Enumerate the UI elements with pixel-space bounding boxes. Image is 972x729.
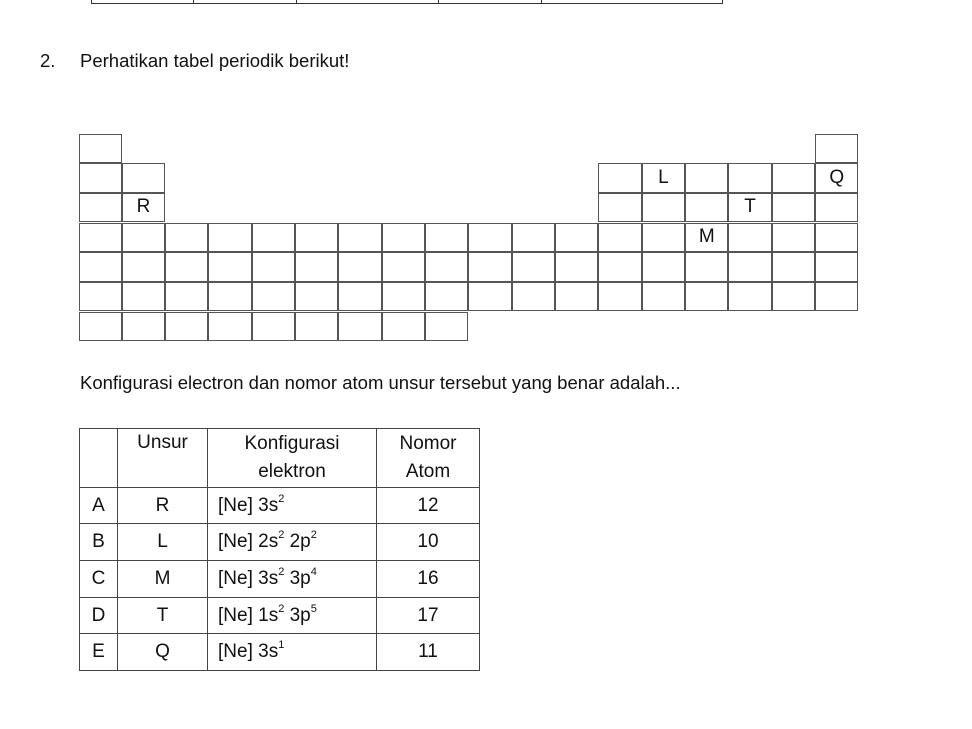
element-cell (122, 282, 165, 312)
electron-config-cell (208, 634, 377, 671)
option-letter: D (80, 598, 118, 634)
config-base: 3p (284, 604, 311, 626)
element-cell (598, 252, 641, 282)
config-base: [Ne] 1s (218, 604, 279, 626)
element-cell (772, 193, 815, 223)
previous-table-fragment (296, 0, 439, 4)
element-cell (815, 252, 858, 282)
electron-config-cell (208, 488, 377, 524)
element-cell (598, 223, 641, 253)
option-letter: C (80, 561, 118, 598)
element-cell (468, 252, 511, 282)
element-symbol: T (744, 196, 756, 218)
element-cell (772, 252, 815, 282)
element-cell (208, 252, 251, 282)
config-base: [Ne] 3s (218, 568, 279, 589)
element-cell (165, 282, 208, 312)
atomic-number-cell: 12 (377, 488, 480, 524)
element-cell-M (685, 223, 728, 253)
element-cell (122, 252, 165, 282)
config-superscript: 1 (278, 639, 285, 651)
element-cell (728, 252, 771, 282)
element-cell (815, 134, 858, 164)
element-cell (122, 223, 165, 253)
element-cell (208, 223, 251, 253)
element-cell (165, 252, 208, 282)
element-cell (642, 223, 685, 253)
element-cell (685, 193, 728, 223)
element-cell (728, 282, 771, 312)
element-cell (295, 282, 338, 312)
option-row-D (80, 598, 480, 634)
element-cell (425, 282, 468, 312)
table-header-row (80, 429, 480, 488)
element-cell (79, 193, 122, 223)
unsur-cell: Q (118, 634, 208, 671)
element-cell (468, 282, 511, 312)
answer-options-table (79, 428, 480, 671)
element-cell (295, 223, 338, 253)
header-nomor-line1: Nomor (399, 433, 457, 454)
element-cell (79, 223, 122, 253)
element-cell (252, 223, 295, 253)
config-base: [Ne] 3s (218, 641, 279, 662)
element-cell (338, 282, 381, 312)
config-superscript: 2 (278, 529, 285, 541)
element-cell (772, 163, 815, 193)
element-cell (122, 312, 165, 342)
element-cell (512, 282, 555, 312)
element-cell (382, 252, 425, 282)
config-superscript: 2 (278, 492, 285, 505)
element-cell (122, 163, 165, 193)
unsur-cell: L (118, 524, 208, 561)
element-cell-T (728, 193, 771, 223)
element-cell (165, 312, 208, 342)
option-row-B (80, 524, 480, 561)
element-cell (425, 312, 468, 342)
previous-table-fragment (91, 0, 194, 4)
element-cell (598, 282, 641, 312)
element-cell (598, 193, 641, 223)
element-symbol: L (658, 166, 669, 188)
element-cell (79, 163, 122, 193)
config-superscript: 2 (278, 602, 285, 615)
element-cell (468, 223, 511, 253)
element-cell (338, 312, 381, 342)
element-cell (425, 223, 468, 253)
question-sub-prompt: Konfigurasi electron dan nomor atom unsur tersebut yang benar adalah... (80, 372, 681, 393)
element-cell (642, 193, 685, 223)
element-cell-Q (815, 163, 858, 193)
electron-config-cell (208, 598, 377, 634)
header-option (80, 429, 118, 488)
atomic-number-cell: 17 (377, 598, 480, 634)
electron-config-cell (208, 561, 377, 598)
config-superscript: 2 (310, 529, 317, 541)
option-letter: B (80, 524, 118, 561)
element-cell-R (122, 193, 165, 223)
config-base: 3p (284, 568, 311, 589)
element-cell (815, 193, 858, 223)
previous-table-fragment (541, 0, 723, 4)
element-symbol: R (136, 196, 151, 218)
header-konfigurasi (208, 429, 377, 488)
config-base: 2p (284, 531, 311, 552)
element-cell (252, 312, 295, 342)
element-cell (208, 282, 251, 312)
header-nomor-atom (377, 429, 480, 488)
element-cell (642, 252, 685, 282)
element-cell (815, 223, 858, 253)
question-number: 2. (40, 50, 56, 71)
header-unsur: Unsur (118, 429, 208, 488)
atomic-number-cell: 10 (377, 524, 480, 561)
element-cell (208, 312, 251, 342)
header-konfigurasi-line1: Konfigurasi (244, 433, 340, 454)
element-cell (685, 282, 728, 312)
element-cell (685, 252, 728, 282)
element-cell (512, 252, 555, 282)
unsur-cell: T (118, 598, 208, 634)
config-base: [Ne] 3s (218, 494, 279, 516)
atomic-number-cell: 16 (377, 561, 480, 598)
element-cell (425, 252, 468, 282)
previous-table-fragment (438, 0, 542, 4)
element-cell (512, 223, 555, 253)
option-row-A (80, 488, 480, 524)
element-symbol: M (698, 226, 715, 248)
element-cell (772, 223, 815, 253)
config-superscript: 4 (310, 566, 317, 578)
element-cell (295, 252, 338, 282)
header-konfigurasi-line2: elektron (258, 461, 326, 482)
atomic-number-cell: 11 (377, 634, 480, 671)
element-cell (642, 282, 685, 312)
element-cell (165, 223, 208, 253)
electron-config-cell (208, 524, 377, 561)
header-nomor-line2: Atom (405, 461, 451, 482)
element-cell (79, 282, 122, 312)
config-superscript: 5 (310, 602, 317, 615)
option-letter: A (80, 488, 118, 524)
config-superscript: 2 (278, 566, 285, 578)
question-prompt: Perhatikan tabel periodik berikut! (80, 50, 350, 71)
element-cell (728, 223, 771, 253)
previous-table-fragment (193, 0, 297, 4)
element-cell (382, 312, 425, 342)
element-cell (79, 252, 122, 282)
element-cell (79, 312, 122, 342)
element-cell (555, 282, 598, 312)
option-row-C (80, 561, 480, 598)
option-row-E (80, 634, 480, 671)
element-cell (382, 223, 425, 253)
element-cell (728, 163, 771, 193)
element-cell (295, 312, 338, 342)
element-cell (815, 282, 858, 312)
element-symbol: Q (829, 166, 845, 188)
element-cell-L (642, 163, 685, 193)
element-cell (79, 134, 122, 164)
element-cell (598, 163, 641, 193)
unsur-cell: R (118, 488, 208, 524)
unsur-cell: M (118, 561, 208, 598)
element-cell (772, 282, 815, 312)
element-cell (555, 252, 598, 282)
element-cell (252, 282, 295, 312)
element-cell (382, 282, 425, 312)
element-cell (338, 252, 381, 282)
element-cell (252, 252, 295, 282)
element-cell (555, 223, 598, 253)
config-base: [Ne] 2s (218, 531, 279, 552)
option-letter: E (80, 634, 118, 671)
element-cell (338, 223, 381, 253)
element-cell (685, 163, 728, 193)
